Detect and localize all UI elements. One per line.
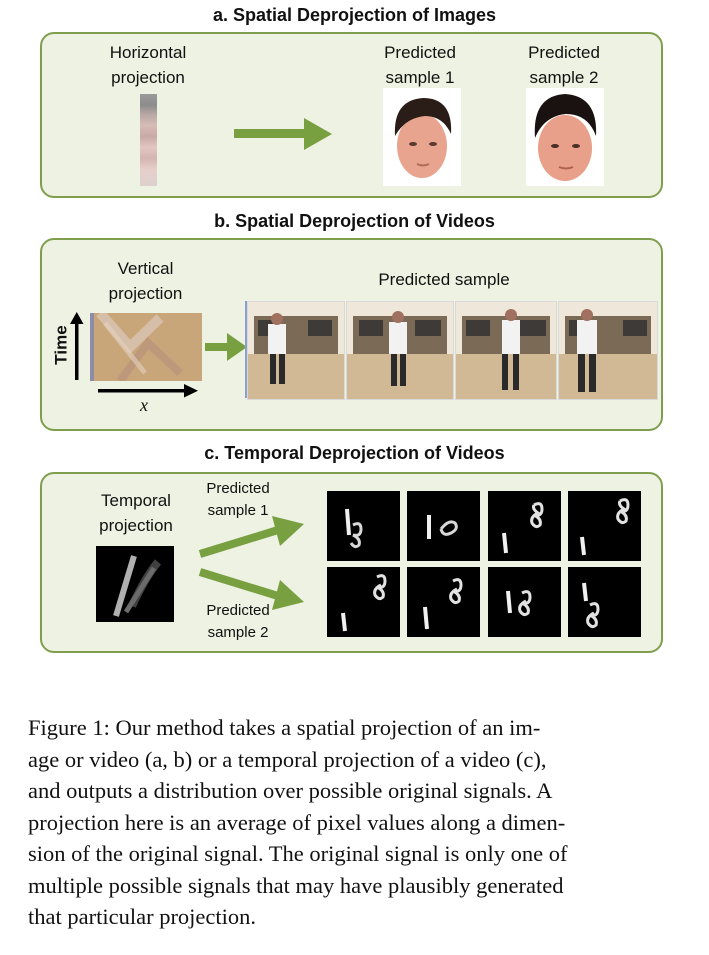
diverging-arrows-icon [196,516,304,610]
video-frame-4 [558,301,658,400]
sample-2-label [509,40,619,90]
predicted-face-1-image [383,88,461,186]
predicted-face-2-image [526,88,604,186]
label-line-2: projection [99,516,173,535]
section-b-title: b. Spatial Deprojection of Videos [214,211,495,231]
section-c-title: c. Temporal Deprojection of Videos [204,443,505,463]
caption-line: age or video (a, b) or a temporal projection of a video (c), [28,746,547,772]
label-line-2: sample 2 [529,68,599,87]
digit-frame-2-2 [407,567,480,637]
label-line-1: Predicted [384,43,456,62]
video-frame-1 [247,301,345,400]
label-line-2: projection [108,284,183,303]
digit-frame-2-4 [568,567,641,637]
video-frame-2 [346,301,454,400]
label-line-2: sample 1 [385,68,455,87]
caption-line: multiple possible signals that may have plausibly generated [28,872,564,898]
predicted-sample-label: Predicted sample [378,270,510,289]
figure-caption [28,712,678,933]
label-line-1: Predicted [528,43,600,62]
digit-frame-1-3 [488,491,561,561]
vertical-projection-image [90,313,202,381]
label-line-1: Predicted [206,602,270,619]
video-frame-3 [455,301,557,400]
caption-line: and outputs a distribution over possible original signals. A [28,778,553,803]
horizontal-projection-image [140,94,157,186]
section-a-title: a. Spatial Deprojection of Images [212,5,497,25]
time-axis-label: Time [52,325,71,365]
caption-line: sion of the original signal. The original signal is only one of [28,841,568,866]
vertical-projection-label [88,256,203,306]
label-line-1: Temporal [101,491,171,510]
time-arrow-icon [70,312,84,380]
arrow-b-icon [205,333,247,361]
label-line-1: Predicted [206,480,270,497]
digit-frame-1-1 [327,491,400,561]
digit-frame-2-1 [327,567,400,637]
temporal-projection-image [96,546,174,622]
caption-line: Figure 1: Our method takes a spatial projection of an im- [28,715,541,740]
label-line-1: Vertical [117,259,174,278]
caption-line: projection here is an average of pixel values along a dimen- [28,809,566,835]
x-axis-label: x [140,395,148,415]
digit-frame-1-4 [568,491,641,561]
digit-frame-2-3 [488,567,561,637]
horizontal-projection-label [88,40,208,90]
digit-frame-1-2 [407,491,480,561]
label-line-1: Horizontal [109,43,187,62]
caption-line: that particular projection. [28,904,257,929]
label-line-2: projection [111,68,185,87]
label-line-2: sample 2 [207,624,269,641]
arrow-a-icon [234,118,332,150]
label-line-2: sample 1 [207,502,269,519]
sample-1-label [365,40,475,90]
temporal-projection-label [80,488,192,538]
